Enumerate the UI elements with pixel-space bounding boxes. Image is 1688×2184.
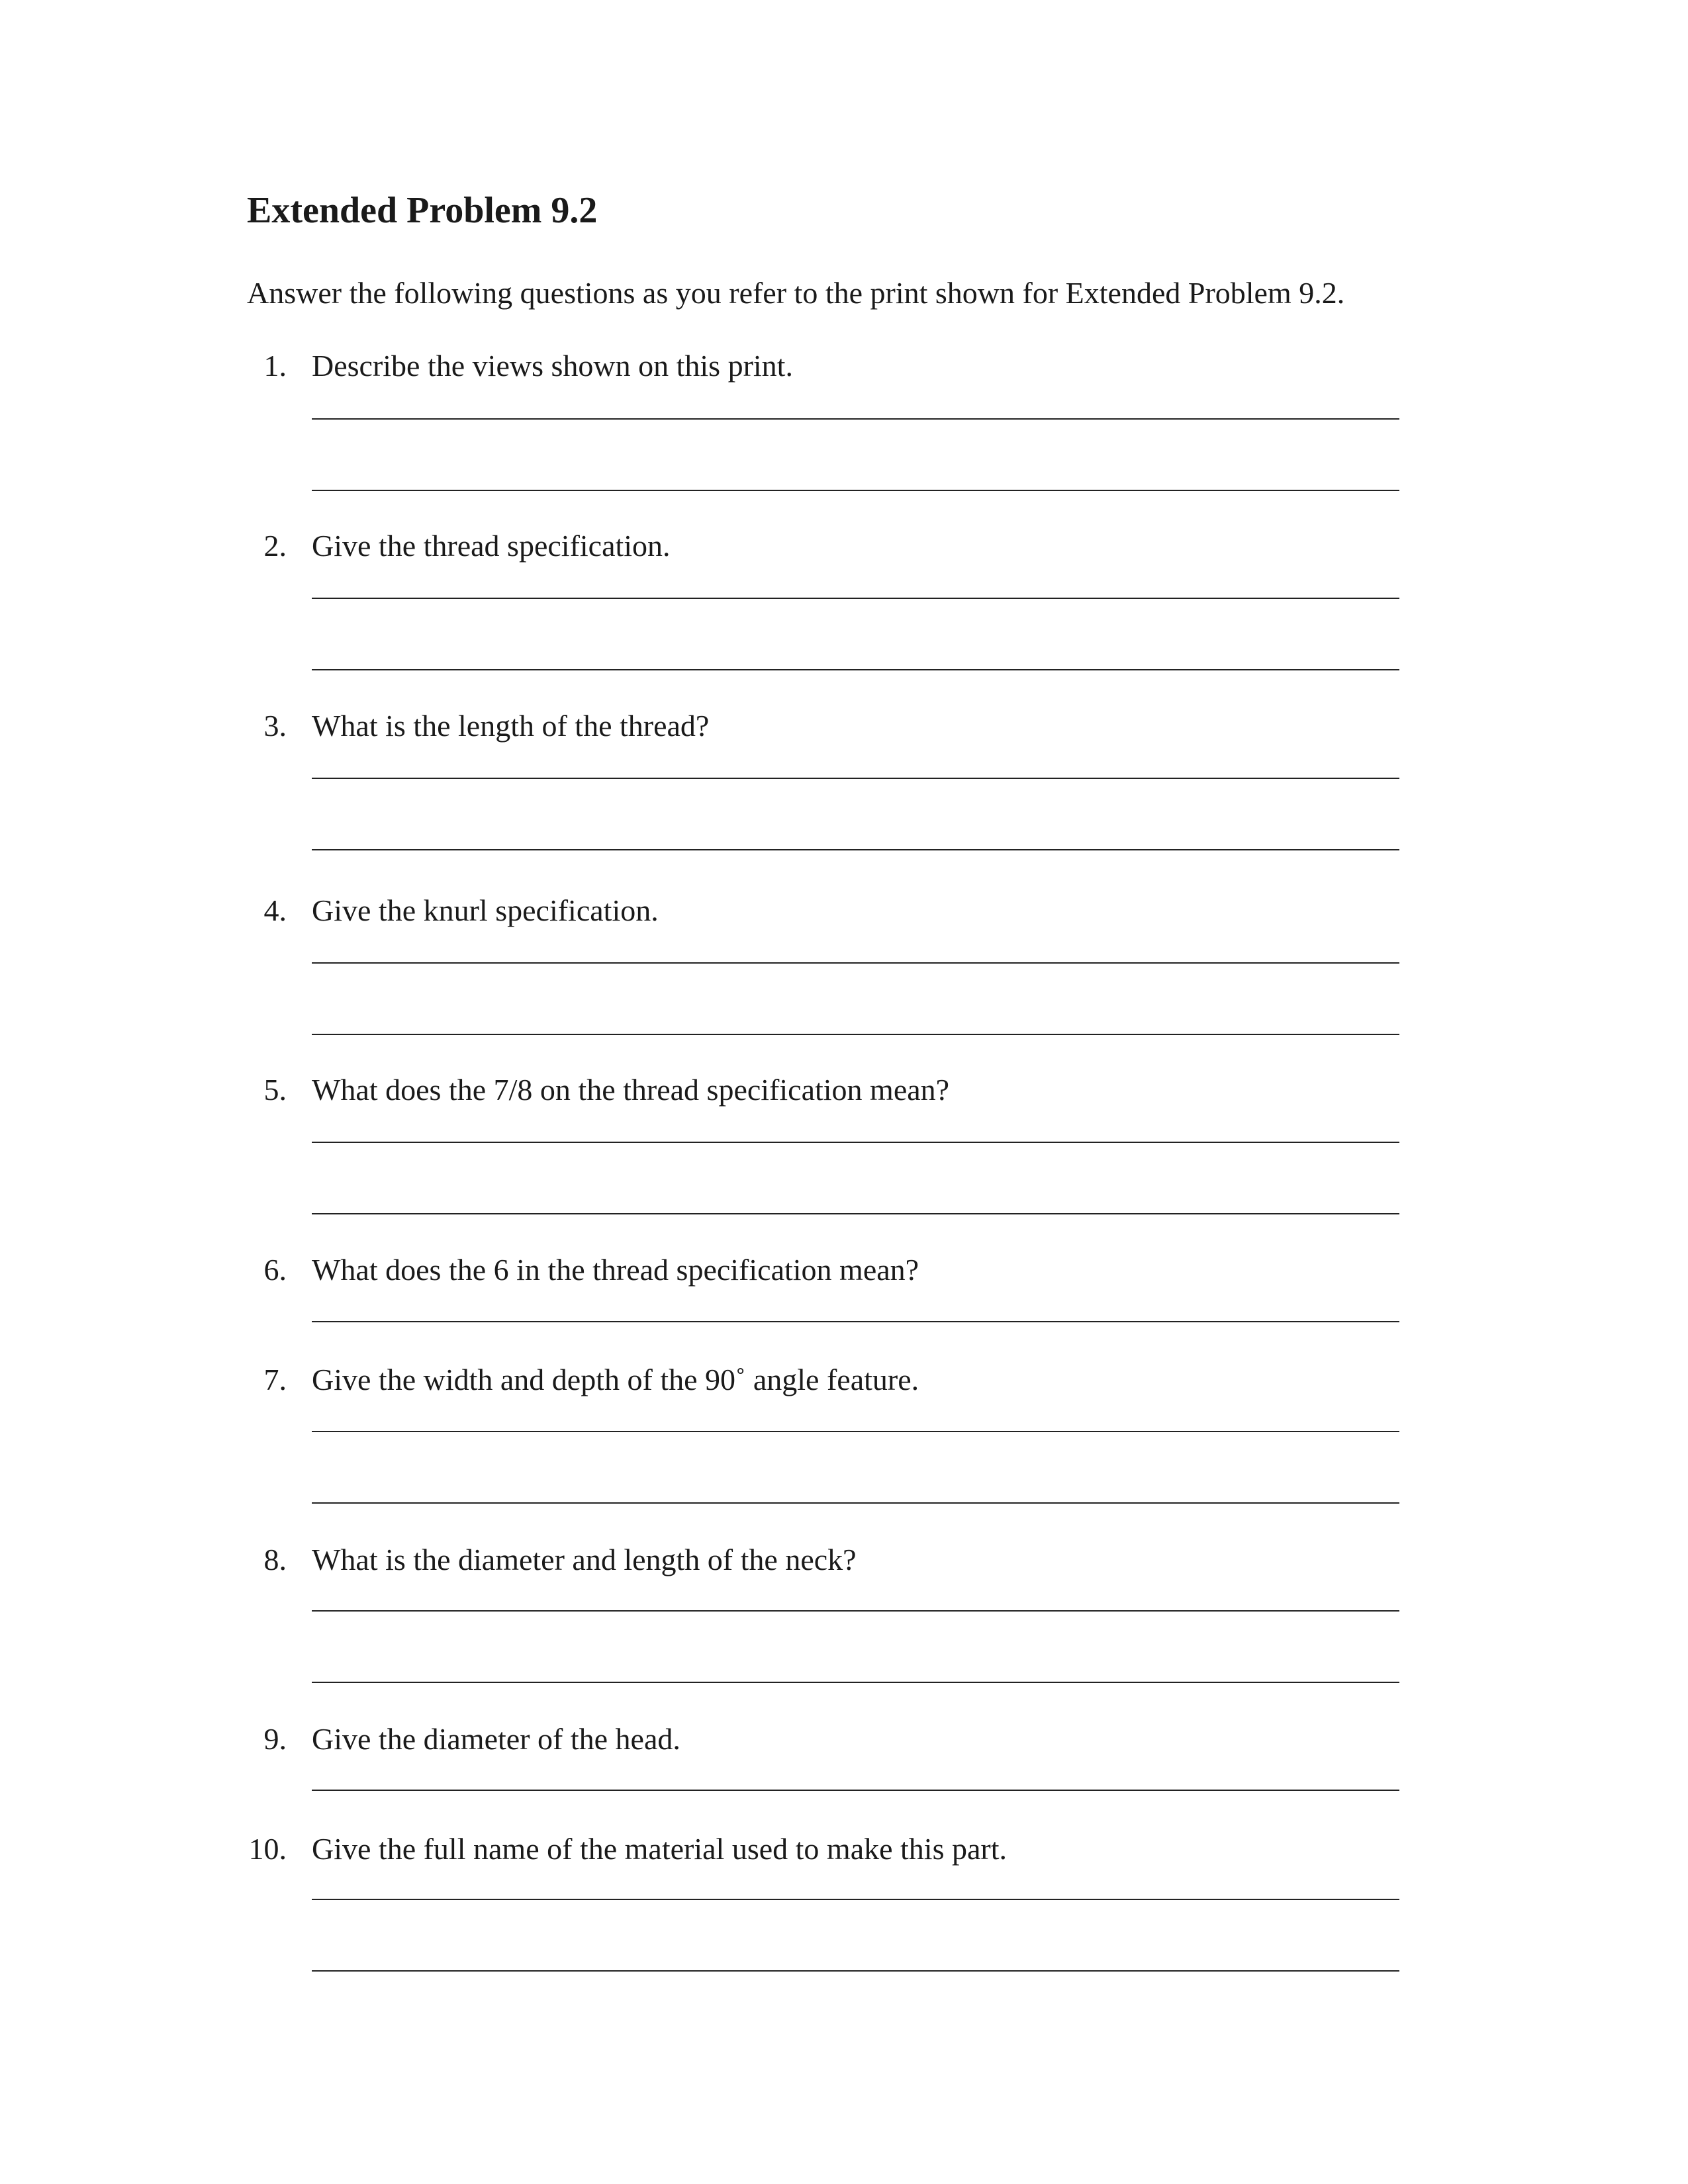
answer-line-3a[interactable] bbox=[312, 778, 1399, 779]
question-number-2: 2. bbox=[263, 529, 287, 563]
answer-line-4b[interactable] bbox=[312, 1034, 1399, 1035]
answer-line-9a[interactable] bbox=[312, 1790, 1399, 1791]
question-number-10: 10. bbox=[248, 1832, 287, 1866]
answer-line-1b[interactable] bbox=[312, 490, 1399, 491]
question-text-5: What does the 7/8 on the thread specification mean? bbox=[312, 1073, 950, 1107]
answer-line-10a[interactable] bbox=[312, 1899, 1399, 1900]
question-number-4: 4. bbox=[263, 893, 287, 927]
worksheet-instructions: Answer the following questions as you refer to the print shown for Extended Problem 9.2. bbox=[247, 276, 1345, 310]
answer-line-2b[interactable] bbox=[312, 669, 1399, 670]
question-number-9: 9. bbox=[263, 1722, 287, 1756]
answer-line-1a[interactable] bbox=[312, 418, 1399, 420]
question-number-5: 5. bbox=[263, 1073, 287, 1107]
answer-line-7b[interactable] bbox=[312, 1502, 1399, 1504]
answer-line-5b[interactable] bbox=[312, 1213, 1399, 1214]
question-text-10: Give the full name of the material used to make this part. bbox=[312, 1832, 1008, 1866]
answer-line-3b[interactable] bbox=[312, 849, 1399, 850]
question-number-8: 8. bbox=[263, 1543, 287, 1576]
question-number-6: 6. bbox=[263, 1253, 287, 1287]
answer-line-4a[interactable] bbox=[312, 962, 1399, 964]
answer-line-2a[interactable] bbox=[312, 598, 1399, 599]
question-text-9: Give the diameter of the head. bbox=[312, 1722, 680, 1756]
question-text-8: What is the diameter and length of the neck? bbox=[312, 1543, 857, 1576]
question-number-3: 3. bbox=[263, 709, 287, 743]
question-text-2: Give the thread specification. bbox=[312, 529, 671, 563]
question-text-1: Describe the views shown on this print. bbox=[312, 349, 793, 383]
question-number-7: 7. bbox=[263, 1363, 287, 1396]
question-number-1: 1. bbox=[263, 349, 287, 383]
answer-line-7a[interactable] bbox=[312, 1431, 1399, 1432]
answer-line-5a[interactable] bbox=[312, 1142, 1399, 1143]
answer-line-8a[interactable] bbox=[312, 1610, 1399, 1612]
worksheet-title: Extended Problem 9.2 bbox=[247, 190, 598, 231]
question-text-4: Give the knurl specification. bbox=[312, 893, 659, 927]
question-text-3: What is the length of the thread? bbox=[312, 709, 710, 743]
question-text-6: What does the 6 in the thread specification mean? bbox=[312, 1253, 919, 1287]
answer-line-10b[interactable] bbox=[312, 1970, 1399, 1972]
question-text-7: Give the width and depth of the 90˚ angle feature. bbox=[312, 1363, 919, 1396]
answer-line-8b[interactable] bbox=[312, 1682, 1399, 1683]
answer-line-6a[interactable] bbox=[312, 1321, 1399, 1322]
